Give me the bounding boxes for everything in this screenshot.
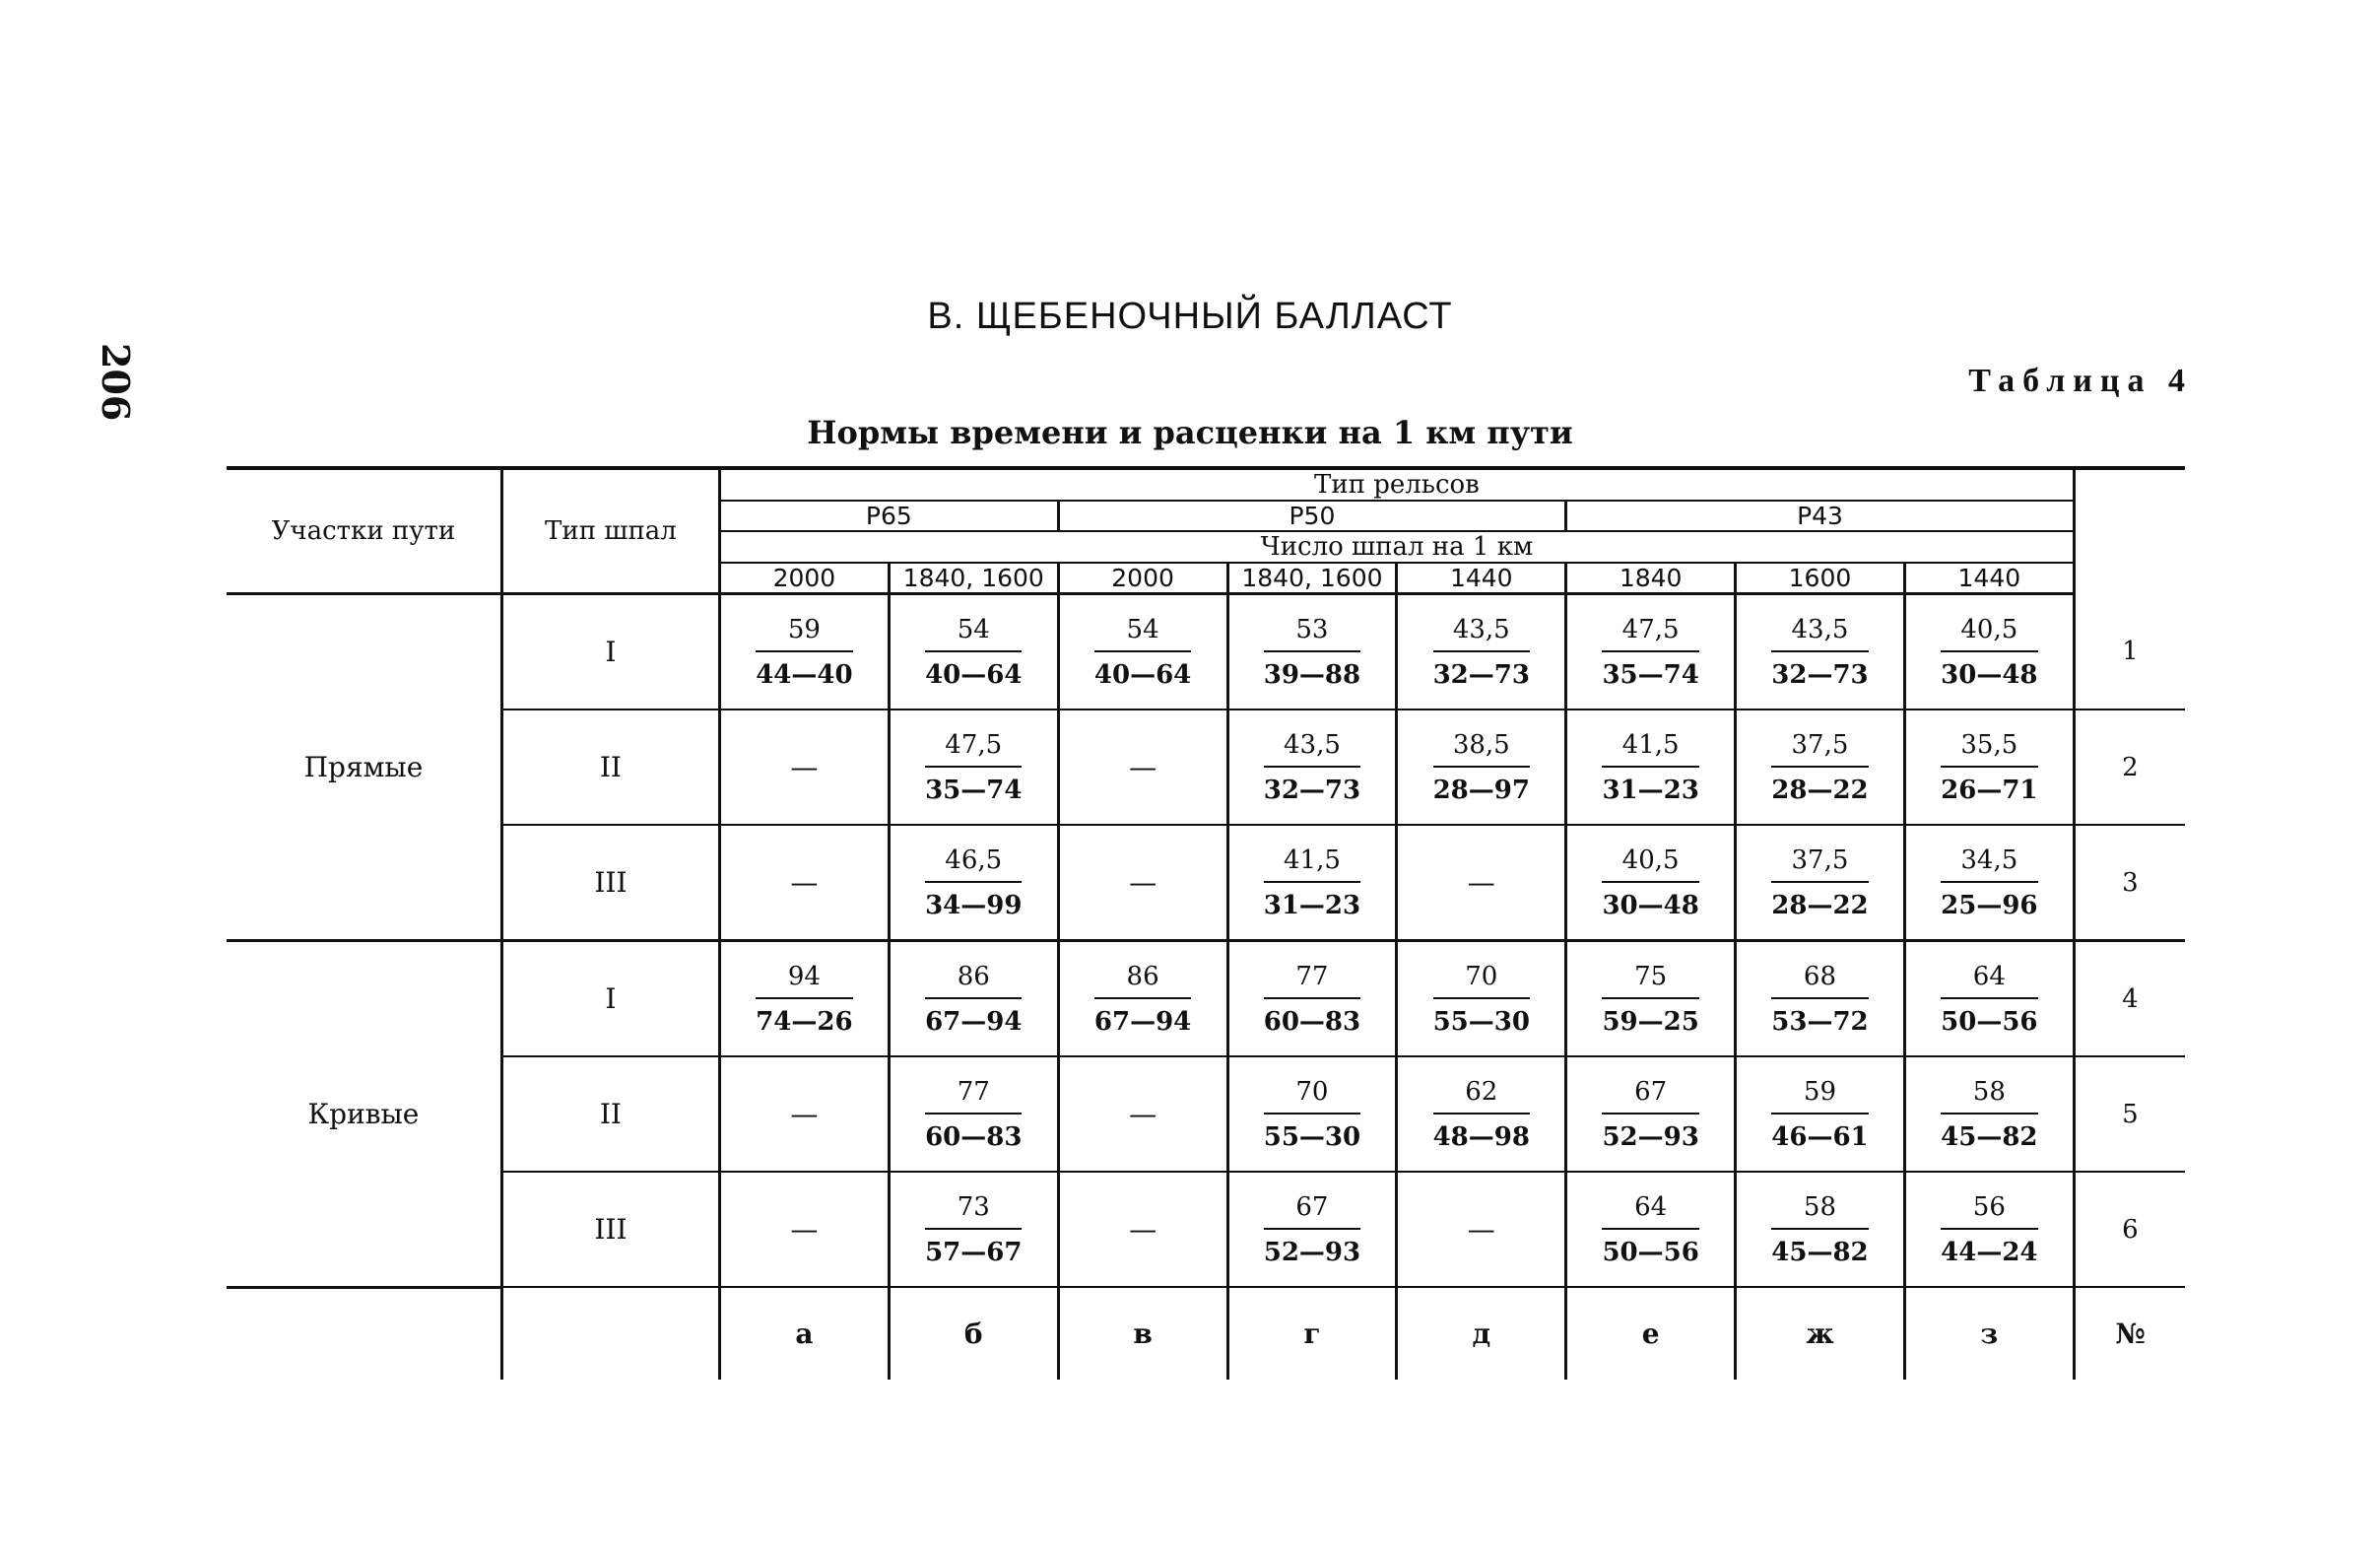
norm-fraction <box>1941 962 2037 1037</box>
column-letter: а <box>719 1287 889 1380</box>
norm-fraction <box>1941 1077 2037 1152</box>
price-rate: 31—23 <box>1263 890 1361 920</box>
time-norm: 70 <box>1264 1077 1360 1115</box>
time-norm: 75 <box>1602 962 1698 999</box>
price-rate: 35—74 <box>925 775 1023 805</box>
section-title: В. ЩЕБЕНОЧНЫЙ БАЛЛАСТ <box>927 296 1453 337</box>
price-rate: 59—25 <box>1602 1006 1699 1037</box>
price-rate: 44—24 <box>1941 1237 2038 1267</box>
norm-fraction <box>756 615 852 690</box>
row-number: 5 <box>2074 1056 2185 1172</box>
norm-cell <box>1058 1172 1227 1287</box>
norm-fraction <box>1264 845 1360 920</box>
row-number: 4 <box>2074 941 2185 1057</box>
header-rail-r65: Р65 <box>719 501 1058 531</box>
price-rate: 55—30 <box>1432 1006 1530 1037</box>
time-norm: 41,5 <box>1602 730 1698 768</box>
price-rate: 32—73 <box>1263 775 1361 805</box>
table-row <box>227 941 2185 1057</box>
norm-cell <box>1227 825 1397 941</box>
price-rate: 28—97 <box>1432 775 1530 805</box>
time-norm: 67 <box>1264 1192 1360 1230</box>
norm-cell <box>1397 709 1566 825</box>
norm-cell <box>1058 1056 1227 1172</box>
time-norm: 37,5 <box>1771 730 1868 768</box>
norm-fraction <box>1941 845 2037 920</box>
empty-dash: — <box>790 1213 819 1246</box>
header-rail-r43: Р43 <box>1566 501 2075 531</box>
price-rate: 45—82 <box>1771 1237 1869 1267</box>
table-caption: Нормы времени и расценки на 1 км пути <box>807 414 1573 451</box>
number-sign: № <box>2074 1287 2185 1380</box>
norm-cell <box>1736 709 1905 825</box>
norm-cell <box>1904 825 2074 941</box>
row-number: 6 <box>2074 1172 2185 1287</box>
time-norm: 46,5 <box>925 845 1022 883</box>
header-rail-type: Тип рельсов <box>719 468 2074 501</box>
norm-fraction <box>1771 730 1868 805</box>
norm-cell <box>1736 1056 1905 1172</box>
price-rate: 34—99 <box>925 890 1023 920</box>
norm-cell <box>1397 594 1566 710</box>
time-norm: 34,5 <box>1941 845 2037 883</box>
norm-fraction <box>1941 730 2037 805</box>
price-rate: 32—73 <box>1771 659 1869 690</box>
norm-cell <box>1227 1056 1397 1172</box>
letters-spacer <box>227 1287 501 1380</box>
time-norm: 62 <box>1433 1077 1530 1115</box>
table-row <box>227 594 2185 710</box>
row-number: 2 <box>2074 709 2185 825</box>
table-label: Таблица 4 <box>1968 363 2193 399</box>
price-rate: 55—30 <box>1263 1121 1361 1152</box>
norm-cell <box>1227 594 1397 710</box>
norm-fraction <box>1602 962 1698 1037</box>
norm-fraction <box>925 962 1022 1037</box>
price-rate: 67—94 <box>1093 1006 1192 1037</box>
norm-fraction <box>1941 615 2037 690</box>
norm-fraction <box>1264 730 1360 805</box>
time-norm: 43,5 <box>1433 615 1530 652</box>
norm-fraction <box>1771 1192 1868 1267</box>
price-rate: 48—98 <box>1432 1121 1530 1152</box>
norm-fraction <box>1602 1192 1698 1267</box>
norm-cell <box>1736 594 1905 710</box>
price-rate: 53—72 <box>1771 1006 1869 1037</box>
time-norm: 47,5 <box>925 730 1022 768</box>
table-row <box>227 709 2185 825</box>
norm-cell <box>1566 941 1736 1057</box>
norm-cell <box>719 594 889 710</box>
norm-cell <box>1736 1172 1905 1287</box>
time-norm: 86 <box>1094 962 1191 999</box>
price-rate: 67—94 <box>925 1006 1023 1037</box>
price-rate: 39—88 <box>1263 659 1361 690</box>
norm-cell <box>1736 825 1905 941</box>
time-norm: 94 <box>756 962 852 999</box>
header-count-4: 1440 <box>1397 563 1566 594</box>
time-norm: 40,5 <box>1941 615 2037 652</box>
header-count-0: 2000 <box>719 563 889 594</box>
time-norm: 64 <box>1941 962 2037 999</box>
empty-dash: — <box>790 751 819 783</box>
price-rate: 44—40 <box>756 659 853 690</box>
time-norm: 67 <box>1602 1077 1698 1115</box>
norm-fraction <box>1433 730 1530 805</box>
time-norm: 54 <box>1094 615 1191 652</box>
norm-cell <box>1566 1172 1736 1287</box>
time-norm: 38,5 <box>1433 730 1530 768</box>
price-rate: 31—23 <box>1602 775 1699 805</box>
price-rate: 40—64 <box>925 659 1023 690</box>
section-group-label: Кривые <box>227 941 501 1288</box>
norm-fraction <box>1771 845 1868 920</box>
time-norm: 43,5 <box>1264 730 1360 768</box>
header-sleepers-per-km: Число шпал на 1 км <box>719 531 2074 563</box>
time-norm: 70 <box>1433 962 1530 999</box>
time-norm: 35,5 <box>1941 730 2037 768</box>
time-norm: 37,5 <box>1771 845 1868 883</box>
norm-fraction <box>1602 615 1698 690</box>
norm-cell <box>719 1172 889 1287</box>
norm-cell <box>1566 1056 1736 1172</box>
row-number: 3 <box>2074 825 2185 941</box>
time-norm: 40,5 <box>1602 845 1698 883</box>
sleeper-type-cell: I <box>501 941 719 1057</box>
norm-cell <box>1736 941 1905 1057</box>
norm-cell <box>1397 1056 1566 1172</box>
norm-fraction <box>1433 1077 1530 1152</box>
table-row <box>227 1172 2185 1287</box>
norm-cell <box>1566 594 1736 710</box>
norm-cell <box>889 594 1058 710</box>
norm-fraction <box>1602 1077 1698 1152</box>
time-norm: 58 <box>1941 1077 2037 1115</box>
empty-dash: — <box>1129 751 1157 783</box>
time-norm: 53 <box>1264 615 1360 652</box>
column-letters-row <box>227 1287 2185 1380</box>
column-letter: б <box>889 1287 1058 1380</box>
header-count-7: 1440 <box>1904 563 2074 594</box>
empty-dash: — <box>790 866 819 899</box>
norm-cell <box>1058 594 1227 710</box>
norm-fraction <box>1602 845 1698 920</box>
norm-fraction <box>925 615 1022 690</box>
norm-fraction <box>1264 615 1360 690</box>
header-count-5: 1840 <box>1566 563 1736 594</box>
norm-fraction <box>1094 615 1191 690</box>
norm-fraction <box>1264 1192 1360 1267</box>
price-rate: 50—56 <box>1941 1006 2038 1037</box>
time-norm: 58 <box>1771 1192 1868 1230</box>
column-letter: е <box>1566 1287 1736 1380</box>
empty-dash: — <box>1129 1098 1157 1130</box>
price-rate: 30—48 <box>1602 890 1699 920</box>
time-norm: 64 <box>1602 1192 1698 1230</box>
header-sections: Участки пути <box>227 468 501 594</box>
price-rate: 28—22 <box>1771 775 1869 805</box>
price-rate: 28—22 <box>1771 890 1869 920</box>
norm-cell <box>1227 941 1397 1057</box>
price-rate: 25—96 <box>1941 890 2038 920</box>
price-rate: 35—74 <box>1602 659 1699 690</box>
time-norm: 86 <box>925 962 1022 999</box>
price-rate: 57—67 <box>925 1237 1023 1267</box>
norm-cell <box>1397 941 1566 1057</box>
header-number-col <box>2074 468 2185 594</box>
norm-cell <box>719 709 889 825</box>
norm-fraction <box>925 1192 1022 1267</box>
empty-dash: — <box>1129 1213 1157 1246</box>
norm-fraction <box>925 730 1022 805</box>
time-norm: 73 <box>925 1192 1022 1230</box>
norm-cell <box>889 825 1058 941</box>
table-row <box>227 1056 2185 1172</box>
norm-cell <box>1227 1172 1397 1287</box>
time-norm: 77 <box>925 1077 1022 1115</box>
header-sleeper-type: Тип шпал <box>501 468 719 594</box>
time-norm: 47,5 <box>1602 615 1698 652</box>
price-rate: 30—48 <box>1941 659 2038 690</box>
norm-cell <box>1058 825 1227 941</box>
price-rate: 45—82 <box>1941 1121 2038 1152</box>
time-norm: 59 <box>1771 1077 1868 1115</box>
norm-cell <box>1058 941 1227 1057</box>
header-count-2: 2000 <box>1058 563 1227 594</box>
time-norm: 68 <box>1771 962 1868 999</box>
column-letter: з <box>1904 1287 2074 1380</box>
norm-fraction <box>925 1077 1022 1152</box>
column-letter: в <box>1058 1287 1227 1380</box>
header-count-3: 1840, 1600 <box>1227 563 1397 594</box>
time-norm: 56 <box>1941 1192 2037 1230</box>
header-rail-r50: Р50 <box>1058 501 1566 531</box>
price-rate: 46—61 <box>1771 1121 1869 1152</box>
norm-fraction <box>1433 962 1530 1037</box>
page-number: 206 <box>94 343 138 422</box>
price-rate: 74—26 <box>756 1006 853 1037</box>
sleeper-type-cell: II <box>501 1056 719 1172</box>
time-norm: 59 <box>756 615 852 652</box>
norm-cell <box>1904 1056 2074 1172</box>
price-rate: 52—93 <box>1263 1237 1361 1267</box>
sleeper-type-cell: II <box>501 709 719 825</box>
norm-fraction <box>1433 615 1530 690</box>
norms-table <box>227 466 2185 1380</box>
price-rate: 60—83 <box>925 1121 1023 1152</box>
norm-fraction <box>1264 1077 1360 1152</box>
table-row <box>227 825 2185 941</box>
norm-fraction <box>1771 962 1868 1037</box>
norm-cell <box>1904 941 2074 1057</box>
norm-fraction <box>925 845 1022 920</box>
norm-cell <box>719 825 889 941</box>
norm-fraction <box>1771 1077 1868 1152</box>
empty-dash: — <box>1467 1213 1495 1246</box>
column-letter: ж <box>1736 1287 1905 1380</box>
column-letter: д <box>1397 1287 1566 1380</box>
price-rate: 50—56 <box>1602 1237 1699 1267</box>
norm-cell <box>719 1056 889 1172</box>
norm-fraction <box>1094 962 1191 1037</box>
letters-spacer <box>501 1287 719 1380</box>
norm-cell <box>889 941 1058 1057</box>
header-count-6: 1600 <box>1736 563 1905 594</box>
time-norm: 54 <box>925 615 1022 652</box>
time-norm: 43,5 <box>1771 615 1868 652</box>
empty-dash: — <box>1467 866 1495 899</box>
section-group-label: Прямые <box>227 594 501 941</box>
norm-cell <box>1397 1172 1566 1287</box>
norm-cell <box>1904 594 2074 710</box>
norm-cell <box>1904 1172 2074 1287</box>
norm-cell <box>1397 825 1566 941</box>
price-rate: 60—83 <box>1263 1006 1361 1037</box>
norm-cell <box>1566 825 1736 941</box>
sleeper-type-cell: III <box>501 1172 719 1287</box>
norm-cell <box>1058 709 1227 825</box>
empty-dash: — <box>790 1098 819 1130</box>
norm-fraction <box>1602 730 1698 805</box>
sleeper-type-cell: III <box>501 825 719 941</box>
empty-dash: — <box>1129 866 1157 899</box>
norm-cell <box>889 1172 1058 1287</box>
time-norm: 41,5 <box>1264 845 1360 883</box>
norm-cell <box>1227 709 1397 825</box>
norm-fraction <box>756 962 852 1037</box>
header-count-1: 1840, 1600 <box>889 563 1058 594</box>
norm-fraction <box>1941 1192 2037 1267</box>
norm-cell <box>1904 709 2074 825</box>
price-rate: 52—93 <box>1602 1121 1699 1152</box>
column-letter: г <box>1227 1287 1397 1380</box>
norm-fraction <box>1264 962 1360 1037</box>
price-rate: 32—73 <box>1432 659 1530 690</box>
row-number: 1 <box>2074 594 2185 710</box>
time-norm: 77 <box>1264 962 1360 999</box>
price-rate: 26—71 <box>1941 775 2038 805</box>
norm-cell <box>719 941 889 1057</box>
sleeper-type-cell: I <box>501 594 719 710</box>
norm-cell <box>1566 709 1736 825</box>
norm-cell <box>889 709 1058 825</box>
norm-cell <box>889 1056 1058 1172</box>
norm-fraction <box>1771 615 1868 690</box>
price-rate: 40—64 <box>1093 659 1192 690</box>
